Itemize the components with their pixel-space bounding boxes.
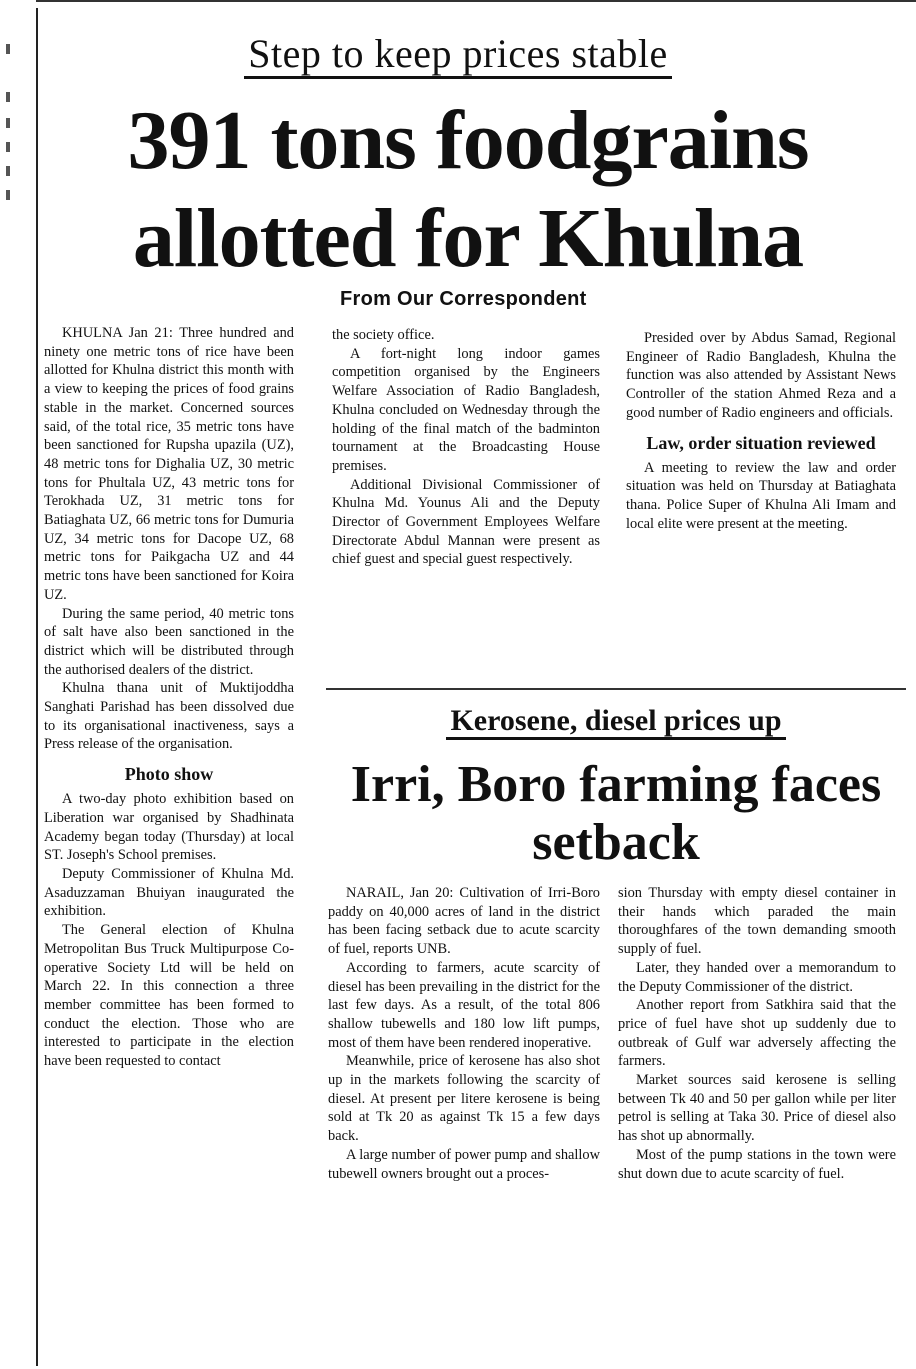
paragraph: Most of the pump stations in the town were shut down due to acute scarcity of fuel. [618,1146,896,1182]
paragraph: Presided over by Abdus Samad, Regional Engineer of Radio Bangladesh, Khulna the function was also attended by Assistant News Controller of the station Ahmed Reza and a good number of Radio engineers and officials. [626,330,896,421]
paragraph: Khulna thana unit of Muktijoddha Sanghati Parishad has been dissolved due to its organisational inactiveness, says a Press release of the organisation. [44,680,294,753]
subheading-law-order: Law, order situation reviewed [646,432,876,453]
left-edge-crop [0,0,30,1369]
section-divider [326,688,906,690]
paragraph: the society office. [332,327,435,343]
subheading-photo-show: Photo show [124,764,214,785]
paragraph: sion Thursday with empty diesel container in their hands which paraded the main thoroughfares of the town demanding smooth supply of fuel. [618,885,896,958]
kicker-2: Kerosene, diesel prices up [326,704,906,738]
headline-2: Irri, Boro farming faces setback [350,756,882,871]
paragraph: A meeting to review the law and order situation was held on Thursday at Batiaghata thana. Police Super of Khulna Ali Imam and local elite were present at the meeting. [626,459,896,532]
paragraph: A large number of power pump and shallow tubewell owners brought out a proces- [328,1146,600,1182]
headline: 391 tons foodgrains allotted for Khulna [127,94,809,285]
paragraph: Deputy Commissioner of Khulna Md. Asaduzzaman Bhuiyan inaugurated the exhibition. [44,865,294,920]
paragraph: Market sources said kerosene is selling between Tk 40 and 50 per gallon while per liter petrol is selling at Taka 30. Price of diesel also has shot up abnormally. [618,1072,896,1145]
paragraph: During the same period, 40 metric tons of salt have also been sanctioned in the district which will be distributed through the authorised dealers of the district. [44,605,294,678]
story-2-column-2 [618,884,896,1183]
story-2-column-1 [328,884,600,1183]
paragraph: Meanwhile, price of kerosene has also shot up in the markets following the scarcity of diesel. At present per litere kerosene is being sold at Tk 20 as against Tk 15 a few days back. [328,1053,600,1145]
paragraph: Another report from Satkhira said that the price of fuel have shot up suddenly due to outbreak of Gulf war adversely affecting the farmers. [618,997,896,1070]
paragraph: A two-day photo exhibition based on Liberation war organised by Shadhinata Academy began today (Thursday) at local ST. Joseph's School premises. [44,791,294,864]
paragraph: NARAIL, Jan 20: Cultivation of Irri-Boro paddy on 40,000 acres of land in the district has been facing setback due to acute scarcity of fuel, reports UNB. [328,885,600,958]
paragraph: Additional Divisional Commissioner of Khulna Md. Younus Ali and the Deputy Director of Government Employees Welfare Directorate Abdul Mannan were present as chief guest and special guest respectively. [332,476,600,568]
paragraph: A fort-night long indoor games competition organised by the Engineers Welfare Association of Radio Bangladesh, Khulna concluded on Wednesday through the holding of the final match of the badminton tournament at the Broadcasting House premises. [332,345,600,474]
story-column-2 [332,326,600,569]
paragraph: The General election of Khulna Metropolitan Bus Truck Multipurpose Co-operative Society Ltd will be held on March 22. In this connection a three member committee has been formed to conduct the election. Those who are interested to participate in the election have been requested to contact [44,922,294,1070]
kicker: Step to keep prices stable [0,30,916,77]
story-column-1 [44,324,294,1071]
paragraph: Later, they handed over a memorandum to the Deputy Commissioner of the district. [618,959,896,995]
byline: From Our Correspondent [340,288,587,310]
paragraph: According to farmers, acute scarcity of diesel has been prevailing in the district for the last few days. As a result, of the total 806 shallow tubewells and 180 low lift pumps, most of them have been rendered inoperative. [328,959,600,1051]
paragraph: KHULNA Jan 21: Three hundred and ninety one metric tons of rice have been allotted for Khulna district this month with a view to keeping the prices of food grains stable in the market. Concerned sources said, of the total rice, 35 metric tons have been sanctioned for Rupsha upazila (UZ), 48 metric tons for Dighalia UZ, 30 metric tons for Phultala UZ, 43 metric tons for Terokhada UZ, 31 metric tons for Batiaghata UZ, 66 metric tons for Dumuria UZ, 34 metric tons for Dacope UZ, 68 metric tons for Paikgacha UZ and 44 metric tons have been sanctioned for Koira UZ. [44,325,294,603]
story-column-3 [626,329,896,533]
